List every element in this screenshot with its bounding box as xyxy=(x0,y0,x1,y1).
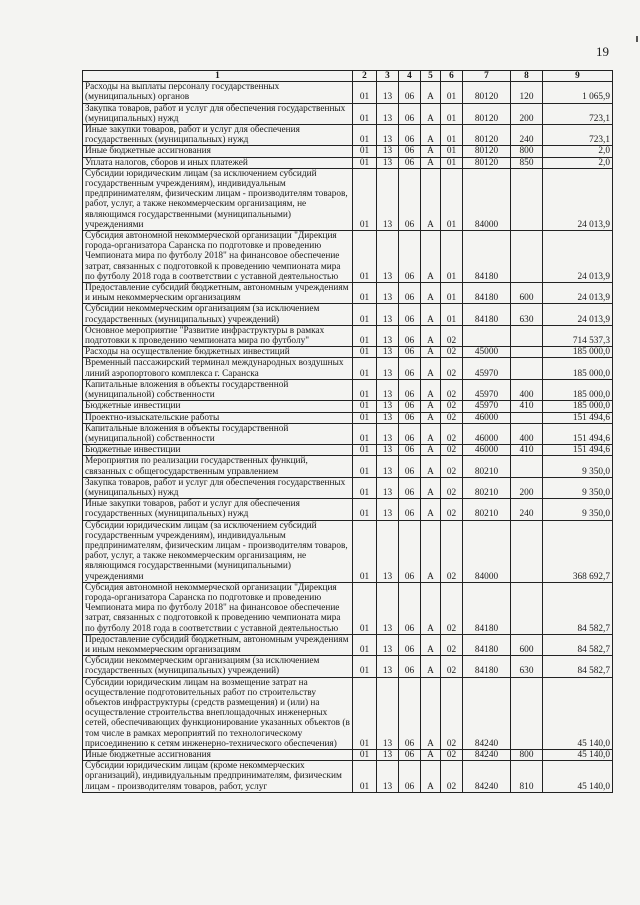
activity-code-cell: 02 xyxy=(441,582,463,634)
section-code-cell: 01 xyxy=(353,103,377,124)
table-row xyxy=(83,168,613,230)
direction-code-cell: 84180 xyxy=(463,582,511,634)
row-name-cell: Субсидии юридическим лицам (кроме некоммерческих организаций), индивидуальным предпринимателям, физическим лицам - производителям товаров, работ, услуг xyxy=(83,761,353,793)
direction-code-cell: 84180 xyxy=(463,283,511,304)
activity-code-cell: 02 xyxy=(441,499,463,520)
table-row xyxy=(83,103,613,124)
subsection-code-cell: 13 xyxy=(377,477,399,498)
expense-type-cell: 630 xyxy=(511,304,543,325)
activity-code-cell: 01 xyxy=(441,146,463,157)
table-row xyxy=(83,379,613,400)
subprogram-code-cell: А xyxy=(421,146,441,157)
row-name-cell: Закупка товаров, работ и услуг для обеспечения государственных (муниципальных) нужд xyxy=(83,477,353,498)
activity-code-cell: 01 xyxy=(441,125,463,146)
budget-table xyxy=(82,70,613,793)
subsection-code-cell: 13 xyxy=(377,634,399,655)
activity-code-cell: 01 xyxy=(441,103,463,124)
row-name-cell: Иные бюджетные ассигнования xyxy=(83,750,353,761)
program-code-cell: 06 xyxy=(399,146,421,157)
subsection-code-cell: 13 xyxy=(377,677,399,749)
program-code-cell: 06 xyxy=(399,157,421,168)
section-code-cell: 01 xyxy=(353,761,377,793)
row-name-cell: Расходы на осуществление бюджетных инвестиций xyxy=(83,347,353,358)
subsection-code-cell: 13 xyxy=(377,157,399,168)
expense-type-cell: 400 xyxy=(511,423,543,444)
amount-cell: 9 350,0 xyxy=(543,477,613,498)
subprogram-code-cell: А xyxy=(421,520,441,582)
section-code-cell: 01 xyxy=(353,157,377,168)
section-code-cell: 01 xyxy=(353,401,377,412)
row-name-cell: Субсидии некоммерческим организациям (за исключением государственных (муниципальных) учреждений) xyxy=(83,304,353,325)
section-code-cell: 01 xyxy=(353,125,377,146)
table-row xyxy=(83,125,613,146)
subsection-code-cell: 13 xyxy=(377,146,399,157)
section-code-cell: 01 xyxy=(353,325,377,346)
table-row xyxy=(83,677,613,749)
section-code-cell: 01 xyxy=(353,82,377,103)
row-name-cell: Капитальные вложения в объекты государственной (муниципальной) собственности xyxy=(83,423,353,444)
section-code-cell: 01 xyxy=(353,656,377,677)
expense-type-cell xyxy=(511,231,543,283)
column-header: 6 xyxy=(441,71,463,82)
activity-code-cell: 02 xyxy=(441,445,463,456)
table-row xyxy=(83,423,613,444)
amount-cell: 45 140,0 xyxy=(543,677,613,749)
subprogram-code-cell: А xyxy=(421,82,441,103)
direction-code-cell: 80210 xyxy=(463,456,511,477)
table-row xyxy=(83,656,613,677)
subprogram-code-cell: А xyxy=(421,677,441,749)
program-code-cell: 06 xyxy=(399,412,421,423)
section-code-cell: 01 xyxy=(353,750,377,761)
expense-type-cell xyxy=(511,358,543,379)
amount-cell: 84 582,7 xyxy=(543,582,613,634)
subsection-code-cell: 13 xyxy=(377,325,399,346)
activity-code-cell: 02 xyxy=(441,677,463,749)
section-code-cell: 01 xyxy=(353,677,377,749)
program-code-cell: 06 xyxy=(399,304,421,325)
table-row xyxy=(83,761,613,793)
expense-type-cell xyxy=(511,168,543,230)
program-code-cell: 06 xyxy=(399,677,421,749)
direction-code-cell: 84180 xyxy=(463,634,511,655)
subsection-code-cell: 13 xyxy=(377,456,399,477)
expense-type-cell: 200 xyxy=(511,103,543,124)
amount-cell: 24 013,9 xyxy=(543,283,613,304)
program-code-cell: 06 xyxy=(399,456,421,477)
program-code-cell: 06 xyxy=(399,82,421,103)
row-name-cell: Капитальные вложения в объекты государственной (муниципальной) собственности xyxy=(83,379,353,400)
direction-code-cell: 80120 xyxy=(463,125,511,146)
direction-code-cell: 84180 xyxy=(463,304,511,325)
expense-type-cell xyxy=(511,456,543,477)
program-code-cell: 06 xyxy=(399,520,421,582)
subsection-code-cell: 13 xyxy=(377,347,399,358)
subprogram-code-cell: А xyxy=(421,656,441,677)
activity-code-cell: 01 xyxy=(441,231,463,283)
subprogram-code-cell: А xyxy=(421,445,441,456)
subprogram-code-cell: А xyxy=(421,231,441,283)
subprogram-code-cell: А xyxy=(421,412,441,423)
column-header: 3 xyxy=(377,71,399,82)
expense-type-cell xyxy=(511,412,543,423)
section-code-cell: 01 xyxy=(353,499,377,520)
subsection-code-cell: 13 xyxy=(377,423,399,444)
row-name-cell: Иные закупки товаров, работ и услуг для обеспечения государственных (муниципальных) нужд xyxy=(83,499,353,520)
section-code-cell: 01 xyxy=(353,445,377,456)
section-code-cell: 01 xyxy=(353,146,377,157)
subprogram-code-cell: А xyxy=(421,401,441,412)
row-name-cell: Субсидии юридическим лицам (за исключением субсидий государственным учреждениям), индивидуальным предпринимателям, физическим лицам - производителям товаров, работ, услуг, а также некоммерческим организациям, не являющимся государственными (муниципальными) учреждениями xyxy=(83,168,353,230)
direction-code-cell: 84240 xyxy=(463,677,511,749)
activity-code-cell: 02 xyxy=(441,634,463,655)
amount-cell: 24 013,9 xyxy=(543,168,613,230)
table-row xyxy=(83,582,613,634)
subsection-code-cell: 13 xyxy=(377,103,399,124)
expense-type-cell: 120 xyxy=(511,82,543,103)
row-name-cell: Иные закупки товаров, работ и услуг для обеспечения государственных (муниципальных) нужд xyxy=(83,125,353,146)
section-code-cell: 01 xyxy=(353,304,377,325)
table-body xyxy=(83,82,613,793)
program-code-cell: 06 xyxy=(399,358,421,379)
program-code-cell: 06 xyxy=(399,231,421,283)
column-header: 9 xyxy=(543,71,613,82)
section-code-cell: 01 xyxy=(353,347,377,358)
direction-code-cell: 84000 xyxy=(463,520,511,582)
subprogram-code-cell: А xyxy=(421,325,441,346)
subsection-code-cell: 13 xyxy=(377,358,399,379)
direction-code-cell: 84000 xyxy=(463,168,511,230)
program-code-cell: 06 xyxy=(399,656,421,677)
amount-cell: 151 494,6 xyxy=(543,445,613,456)
subprogram-code-cell: А xyxy=(421,379,441,400)
amount-cell: 9 350,0 xyxy=(543,499,613,520)
row-name-cell: Иные бюджетные ассигнования xyxy=(83,146,353,157)
row-name-cell: Уплата налогов, сборов и иных платежей xyxy=(83,157,353,168)
table-row xyxy=(83,499,613,520)
section-code-cell: 01 xyxy=(353,634,377,655)
expense-type-cell: 600 xyxy=(511,634,543,655)
column-header: 4 xyxy=(399,71,421,82)
amount-cell: 185 000,0 xyxy=(543,347,613,358)
amount-cell: 185 000,0 xyxy=(543,358,613,379)
expense-type-cell xyxy=(511,325,543,346)
row-name-cell: Субсидия автономной некоммерческой организации "Дирекция города-организатора Саранска по подготовке и проведению Чемпионата мира по футболу 2018" на финансовое обеспечение затрат, связанных с подготовкой к проведению чемпионата мира по футболу 2018 года в соответствии с уставной деятельностью xyxy=(83,231,353,283)
amount-cell: 2,0 xyxy=(543,157,613,168)
activity-code-cell: 02 xyxy=(441,656,463,677)
section-code-cell: 01 xyxy=(353,412,377,423)
subsection-code-cell: 13 xyxy=(377,125,399,146)
direction-code-cell xyxy=(463,325,511,346)
program-code-cell: 06 xyxy=(399,379,421,400)
activity-code-cell: 02 xyxy=(441,347,463,358)
section-code-cell: 01 xyxy=(353,379,377,400)
activity-code-cell: 02 xyxy=(441,423,463,444)
amount-cell: 151 494,6 xyxy=(543,423,613,444)
direction-code-cell: 80120 xyxy=(463,157,511,168)
subprogram-code-cell: А xyxy=(421,456,441,477)
expense-type-cell: 810 xyxy=(511,761,543,793)
direction-code-cell: 46000 xyxy=(463,423,511,444)
activity-code-cell: 02 xyxy=(441,750,463,761)
amount-cell: 84 582,7 xyxy=(543,656,613,677)
activity-code-cell: 02 xyxy=(441,358,463,379)
amount-cell: 723,1 xyxy=(543,103,613,124)
subprogram-code-cell: А xyxy=(421,634,441,655)
activity-code-cell: 02 xyxy=(441,477,463,498)
activity-code-cell: 02 xyxy=(441,379,463,400)
amount-cell: 151 494,6 xyxy=(543,412,613,423)
amount-cell: 24 013,9 xyxy=(543,231,613,283)
subsection-code-cell: 13 xyxy=(377,750,399,761)
row-name-cell: Основное мероприятие "Развитие инфраструктуры в рамках подготовки к проведению чемпионата мира по футболу" xyxy=(83,325,353,346)
column-header: 1 xyxy=(83,71,353,82)
expense-type-cell xyxy=(511,520,543,582)
activity-code-cell: 02 xyxy=(441,325,463,346)
amount-cell: 185 000,0 xyxy=(543,401,613,412)
expense-type-cell: 240 xyxy=(511,125,543,146)
subprogram-code-cell: А xyxy=(421,347,441,358)
subsection-code-cell: 13 xyxy=(377,656,399,677)
amount-cell: 45 140,0 xyxy=(543,750,613,761)
table-row xyxy=(83,231,613,283)
row-name-cell: Субсидии юридическим лицам на возмещение затрат на осуществление подготовительных работ по строительству объектов инфраструктуры (средств размещения) и (или) на осуществление строительства внеплощадочных инженерных сетей, обеспечивающих функционирование указанных объектов (в том числе в рамках мероприятий по технологическому присоединению к сетям инженерно-технического обеспечения) xyxy=(83,677,353,749)
program-code-cell: 06 xyxy=(399,445,421,456)
direction-code-cell: 80210 xyxy=(463,499,511,520)
amount-cell: 9 350,0 xyxy=(543,456,613,477)
row-name-cell: Закупка товаров, работ и услуг для обеспечения государственных (муниципальных) нужд xyxy=(83,103,353,124)
column-header: 5 xyxy=(421,71,441,82)
subprogram-code-cell: А xyxy=(421,499,441,520)
table-row xyxy=(83,347,613,358)
amount-cell: 714 537,3 xyxy=(543,325,613,346)
activity-code-cell: 01 xyxy=(441,304,463,325)
section-code-cell: 01 xyxy=(353,456,377,477)
table-row xyxy=(83,146,613,157)
expense-type-cell xyxy=(511,677,543,749)
program-code-cell: 06 xyxy=(399,582,421,634)
amount-cell: 24 013,9 xyxy=(543,304,613,325)
program-code-cell: 06 xyxy=(399,750,421,761)
direction-code-cell: 84240 xyxy=(463,761,511,793)
table-row xyxy=(83,445,613,456)
subsection-code-cell: 13 xyxy=(377,401,399,412)
program-code-cell: 06 xyxy=(399,168,421,230)
subsection-code-cell: 13 xyxy=(377,499,399,520)
subprogram-code-cell: А xyxy=(421,304,441,325)
row-name-cell: Проектно-изыскательские работы xyxy=(83,412,353,423)
activity-code-cell: 01 xyxy=(441,283,463,304)
program-code-cell: 06 xyxy=(399,761,421,793)
row-name-cell: Предоставление субсидий бюджетным, автономным учреждениям и иным некоммерческим организациям xyxy=(83,283,353,304)
table-row xyxy=(83,520,613,582)
subprogram-code-cell: А xyxy=(421,761,441,793)
direction-code-cell: 80120 xyxy=(463,103,511,124)
direction-code-cell: 45970 xyxy=(463,358,511,379)
expense-type-cell xyxy=(511,582,543,634)
subsection-code-cell: 13 xyxy=(377,761,399,793)
direction-code-cell: 46000 xyxy=(463,445,511,456)
section-code-cell: 01 xyxy=(353,358,377,379)
activity-code-cell: 01 xyxy=(441,157,463,168)
row-name-cell: Временный пассажирский терминал международных воздушных линий аэропортового комплекса г. Саранска xyxy=(83,358,353,379)
amount-cell: 84 582,7 xyxy=(543,634,613,655)
direction-code-cell: 45970 xyxy=(463,401,511,412)
amount-cell: 185 000,0 xyxy=(543,379,613,400)
row-name-cell: Расходы на выплаты персоналу государственных (муниципальных) органов xyxy=(83,82,353,103)
subsection-code-cell: 13 xyxy=(377,520,399,582)
row-name-cell: Мероприятия по реализации государственных функций, связанных с общегосударственным управлением xyxy=(83,456,353,477)
section-code-cell: 01 xyxy=(353,423,377,444)
column-header: 8 xyxy=(511,71,543,82)
table-row xyxy=(83,477,613,498)
activity-code-cell: 02 xyxy=(441,761,463,793)
activity-code-cell: 02 xyxy=(441,456,463,477)
direction-code-cell: 80120 xyxy=(463,146,511,157)
subprogram-code-cell: А xyxy=(421,423,441,444)
subsection-code-cell: 13 xyxy=(377,379,399,400)
amount-cell: 368 692,7 xyxy=(543,520,613,582)
expense-type-cell: 630 xyxy=(511,656,543,677)
subprogram-code-cell: А xyxy=(421,168,441,230)
expense-type-cell: 410 xyxy=(511,445,543,456)
section-code-cell: 01 xyxy=(353,477,377,498)
expense-type-cell: 400 xyxy=(511,379,543,400)
subsection-code-cell: 13 xyxy=(377,231,399,283)
subsection-code-cell: 13 xyxy=(377,582,399,634)
direction-code-cell: 80120 xyxy=(463,82,511,103)
program-code-cell: 06 xyxy=(399,634,421,655)
page-number: 19 xyxy=(596,44,609,59)
row-name-cell: Бюджетные инвестиции xyxy=(83,401,353,412)
subprogram-code-cell: А xyxy=(421,125,441,146)
subsection-code-cell: 13 xyxy=(377,304,399,325)
program-code-cell: 06 xyxy=(399,401,421,412)
amount-cell: 1 065,9 xyxy=(543,82,613,103)
table-header-row xyxy=(83,71,613,82)
subsection-code-cell: 13 xyxy=(377,283,399,304)
program-code-cell: 06 xyxy=(399,347,421,358)
subsection-code-cell: 13 xyxy=(377,82,399,103)
activity-code-cell: 02 xyxy=(441,401,463,412)
activity-code-cell: 02 xyxy=(441,520,463,582)
table-row xyxy=(83,401,613,412)
expense-type-cell: 800 xyxy=(511,146,543,157)
section-code-cell: 01 xyxy=(353,231,377,283)
row-name-cell: Предоставление субсидий бюджетным, автономным учреждениям и иным некоммерческим организациям xyxy=(83,634,353,655)
row-name-cell: Бюджетные инвестиции xyxy=(83,445,353,456)
column-header: 2 xyxy=(353,71,377,82)
program-code-cell: 06 xyxy=(399,499,421,520)
expense-type-cell: 600 xyxy=(511,283,543,304)
expense-type-cell xyxy=(511,347,543,358)
subsection-code-cell: 13 xyxy=(377,168,399,230)
amount-cell: 723,1 xyxy=(543,125,613,146)
subprogram-code-cell: А xyxy=(421,103,441,124)
section-code-cell: 01 xyxy=(353,283,377,304)
amount-cell: 2,0 xyxy=(543,146,613,157)
subprogram-code-cell: А xyxy=(421,582,441,634)
table-row xyxy=(83,412,613,423)
subprogram-code-cell: А xyxy=(421,358,441,379)
expense-type-cell: 200 xyxy=(511,477,543,498)
section-code-cell: 01 xyxy=(353,582,377,634)
direction-code-cell: 84180 xyxy=(463,656,511,677)
column-header: 7 xyxy=(463,71,511,82)
direction-code-cell: 45000 xyxy=(463,347,511,358)
subprogram-code-cell: А xyxy=(421,157,441,168)
program-code-cell: 06 xyxy=(399,423,421,444)
subprogram-code-cell: А xyxy=(421,750,441,761)
section-code-cell: 01 xyxy=(353,520,377,582)
subprogram-code-cell: А xyxy=(421,477,441,498)
expense-type-cell: 240 xyxy=(511,499,543,520)
expense-type-cell: 410 xyxy=(511,401,543,412)
row-name-cell: Субсидии юридическим лицам (за исключением субсидий государственным учреждениям), индивидуальным предпринимателям, физическим лицам - производителям товаров, работ, услуг, а также некоммерческим организациям, не являющимся государственными (муниципальными) учреждениями xyxy=(83,520,353,582)
table-row xyxy=(83,456,613,477)
expense-type-cell: 850 xyxy=(511,157,543,168)
direction-code-cell: 80210 xyxy=(463,477,511,498)
program-code-cell: 06 xyxy=(399,103,421,124)
subsection-code-cell: 13 xyxy=(377,445,399,456)
table-row xyxy=(83,304,613,325)
direction-code-cell: 45970 xyxy=(463,379,511,400)
expense-type-cell: 800 xyxy=(511,750,543,761)
program-code-cell: 06 xyxy=(399,125,421,146)
program-code-cell: 06 xyxy=(399,477,421,498)
table-row xyxy=(83,634,613,655)
program-code-cell: 06 xyxy=(399,283,421,304)
row-name-cell: Субсидии некоммерческим организациям (за исключением государственных (муниципальных) учреждений) xyxy=(83,656,353,677)
page-edge-mark xyxy=(636,36,638,42)
activity-code-cell: 01 xyxy=(441,82,463,103)
amount-cell: 45 140,0 xyxy=(543,761,613,793)
activity-code-cell: 01 xyxy=(441,168,463,230)
subsection-code-cell: 13 xyxy=(377,412,399,423)
subprogram-code-cell: А xyxy=(421,283,441,304)
table-row xyxy=(83,325,613,346)
direction-code-cell: 84180 xyxy=(463,231,511,283)
section-code-cell: 01 xyxy=(353,168,377,230)
row-name-cell: Субсидия автономной некоммерческой организации "Дирекция города-организатора Саранска по подготовке и проведению Чемпионата мира по футболу 2018" на финансовое обеспечение затрат, связанных с подготовкой к проведению чемпионата мира по футболу 2018 года в соответствии с уставной деятельностью xyxy=(83,582,353,634)
table-row xyxy=(83,82,613,103)
activity-code-cell: 02 xyxy=(441,412,463,423)
table-row xyxy=(83,283,613,304)
table-row xyxy=(83,358,613,379)
table-row xyxy=(83,750,613,761)
direction-code-cell: 46000 xyxy=(463,412,511,423)
program-code-cell: 06 xyxy=(399,325,421,346)
direction-code-cell: 84240 xyxy=(463,750,511,761)
table-row xyxy=(83,157,613,168)
